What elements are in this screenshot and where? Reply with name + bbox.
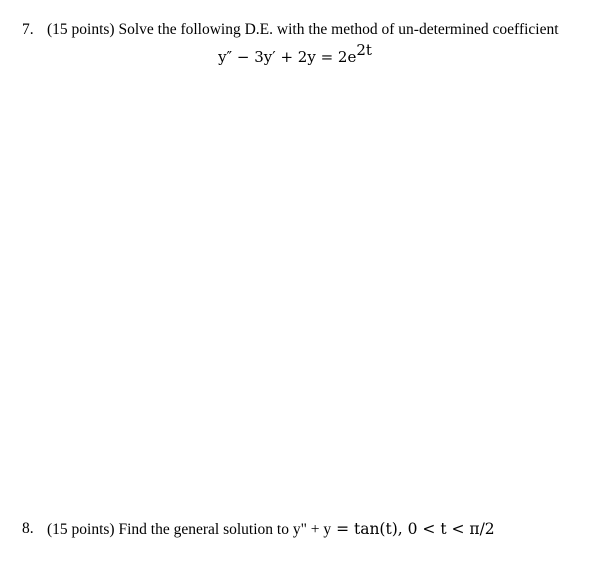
problem-8-equation: = tan(t), 0 < t < π/2	[331, 520, 495, 538]
problem-7-number: 7.	[22, 21, 34, 38]
problem-7-statement: (15 points) Solve the following D.E. with the method of un-determined coefficient	[47, 21, 559, 38]
problem-8-statement: (15 points) Find the general solution to y" + y	[47, 521, 332, 538]
problem-7-equation	[0, 41, 590, 67]
problem-8-statement-wrap	[47, 520, 495, 539]
problem-8-number: 8.	[22, 520, 34, 537]
problem-7-equation-lhs: y″ − 3y′ + 2y = 2e	[218, 48, 357, 66]
problem-7-equation-exponent: 2t	[356, 41, 372, 59]
